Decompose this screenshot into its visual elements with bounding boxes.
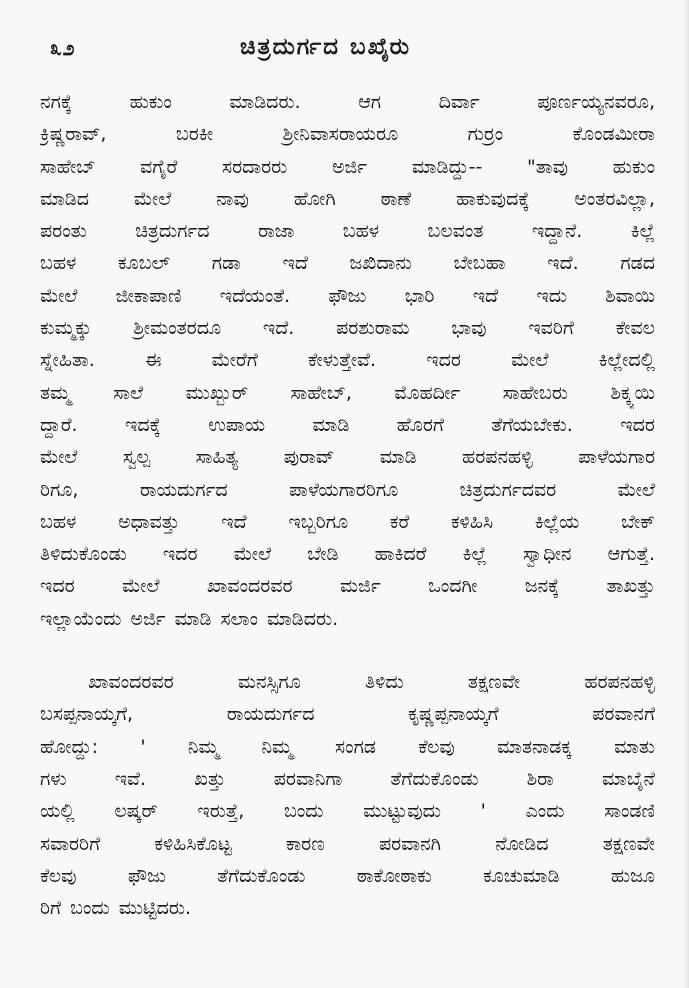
text-line: ಮೇಲೆ ಜೀಕಾಪಾಣಿ ಇದೆಯಂತೆ. ಫೌಜು ಭಾರಿ ಇದೆ ಇದು ಶಿವಾಯಿ [40, 284, 655, 307]
text-line: ಕೆಲವು ಫೌಜು ತೆಗೆದುಕೊಂಡು ಠಾಕೋಠಾಕು ಕೂಚುಮಾಡಿ ಹುಜೂ [40, 864, 655, 887]
page-number: ೩೨ [50, 36, 76, 60]
text-line: ಬಹಳ ಕೂಬಲ್ ಗಡಾ ಇದೆ ಜಖಿದಾನು ಬೇಬಹಾ ಇದೆ. ಗಡದ [40, 252, 655, 275]
paragraph-1 [40, 86, 655, 635]
text-line: ಸಾಹೇಬ್ ವಗೈರೆ ಸರದಾರರು ಅರ್ಜಿ ಮಾಡಿದ್ದು-- "ತಾವು ಹುಕುಂ [40, 155, 655, 178]
paragraph-gap [40, 635, 655, 666]
text-line: ದ್ದಾರೆ. ಇದಕ್ಕೆ ಉಪಾಯ ಮಾಡಿ ಹೊರಗೆ ತೆಗೆಯಬೇಕು. ಇದರ [40, 413, 655, 436]
body-text [40, 86, 655, 924]
text-line: ರಿಗೆ ಬಂದು ಮುಟ್ಟಿದರು. [40, 897, 192, 920]
text-line: ಬಹಳ ಅಧಾವತ್ತು ಇದೆ ಇಬ್ಬರಿಗೂ ಕರೆ ಕಳಿಹಿಸಿ ಕಿಲ್ಲೆಯ ಬೇಕ್ [40, 510, 655, 533]
text-line: ಬಸಪ್ಪನಾಯ್ಕಗೆ, ರಾಯದುರ್ಗದ ಕೃಷ್ಣಪ್ಪನಾಯ್ಕಗೆ ಪರವಾನಗೆ [40, 703, 655, 726]
page-header [0, 30, 689, 70]
running-title: ಚಿತ್ರದುರ್ಗದ ಬಖೈರು [240, 34, 412, 60]
text-line: ಮೇಲೆ ಸ್ವಲ್ಪ ಸಾಹಿತ್ಯ ಪುರಾವ್ ಮಾಡಿ ಹರಪನಹಳ್ಳಿ ಪಾಳೆಯಗಾರ [40, 446, 655, 469]
text-line: ಇದರ ಮೇಲೆ ಖಾವಂದರವರ ಮರ್ಜಿ ಒಂದಗೀ ಜನಕ್ಕೆ ತಾಖತ್ತು [40, 575, 655, 598]
text-line: ಪರಂತು ಚಿತ್ರದುರ್ಗದ ರಾಜಾ ಬಹಳ ಬಲವಂತ ಇದ್ದಾನೆ. ಕಿಲ್ಲೆ [40, 220, 655, 243]
text-line: ತಿಳಿದುಕೊಂಡು ಇದರ ಮೇಲೆ ಬೇಡಿ ಹಾಕಿದರೆ ಕಿಲ್ಲೆ ಸ್ವಾಧೀನ ಆಗುತ್ತೆ. [40, 543, 655, 566]
text-line: ಮಾಡಿದ ಮೇಲೆ ನಾವು ಹೋಗಿ ಠಾಣೆ ಹಾಕುವುದಕ್ಕೆ ಅಂತರವಿಲ್ಲಾ, [40, 187, 655, 210]
text-line: ರಿಗೂ, ರಾಯದುರ್ಗದ ಪಾಳೆಯಗಾರರಿಗೂ ಚಿತ್ರದುರ್ಗದವರ ಮೇಲೆ [40, 478, 655, 501]
page-edge-shadow [683, 0, 689, 988]
text-line: ಹೋದ್ದು: ' ನಿಮ್ಮ ನಿಮ್ಮ ಸಂಗಡ ಕೆಲವು ಮಾತನಾಡಕ್ಕ ಮಾತು [40, 735, 655, 758]
text-line: ಸ್ನೇಹಿತಾ. ಈ ಮೇರೆಗೆ ಕೇಳುತ್ತೇವೆ. ಇದರ ಮೇಲೆ ಕಿಲ್ಲೇದಲ್ಲಿ [40, 349, 655, 372]
paragraph-2 [40, 666, 655, 924]
text-line: ತಮ್ಮ ಸಾಲೆ ಮುಖ್ಬುರ್ ಸಾಹೇಬ್, ಮೊಹರ್ದೀ ಸಾಹೇಬರು ಶಿಕ್ಕ್ಯಯಿ [40, 381, 655, 404]
text-line: ಸವಾರರಿಗೆ ಕಳಿಹಿಸಿಕೊಟ್ಟ ಕಾರಣ ಪರವಾನಗಿ ನೋಡಿದ ತಕ್ಷಣವೇ [40, 832, 655, 855]
text-line: ಖಾವಂದರವರ ಮನಸ್ಸಿಗೂ ತಿಳಿದು ತಕ್ಷಣವೇ ಹರಪನಹಳ್ಳಿ [88, 671, 655, 694]
text-line: ನಗಕ್ಕೆ ಹುಕುಂ ಮಾಡಿದರು. ಆಗ ದಿರ್ವಾ ಪೂರ್ಣಯ್ಯನವರೂ, [40, 91, 655, 113]
text-line: ಕುಮ್ಮಕ್ಕು ಶ್ರೀಮಂತರದೂ ಇದೆ. ಪರಶುರಾಮ ಭಾವು ಇವರಿಗೆ ಕೇವಲ [40, 317, 655, 340]
text-line: ಕ್ರಿಷ್ಣರಾವ್, ಬರಕೀ ಶ್ರೀನಿವಾಸರಾಯರೂ ಗುರ್ರಂ ಕೊಂಡಮೀರಾ [40, 123, 655, 146]
text-line: ಯಲ್ಲಿ ಲಷ್ಕರ್ ಇರುತ್ತೆ, ಬಂದು ಮುಟ್ಟುವುದು ' ಎಂದು ಸಾಂಡಣಿ [40, 800, 655, 823]
text-line: ಇಲ್ಲಾಯೆಂದು ಅರ್ಜಿ ಮಾಡಿ ಸಲಾಂ ಮಾಡಿದರು. [40, 607, 339, 630]
text-line: ಗಳು ಇವೆ. ಖತ್ತು ಪರವಾನಿಗಾ ತೆಗೆದುಕೊಂಡು ಶಿರಾ ಮಾಬೈನೆ [40, 767, 655, 790]
